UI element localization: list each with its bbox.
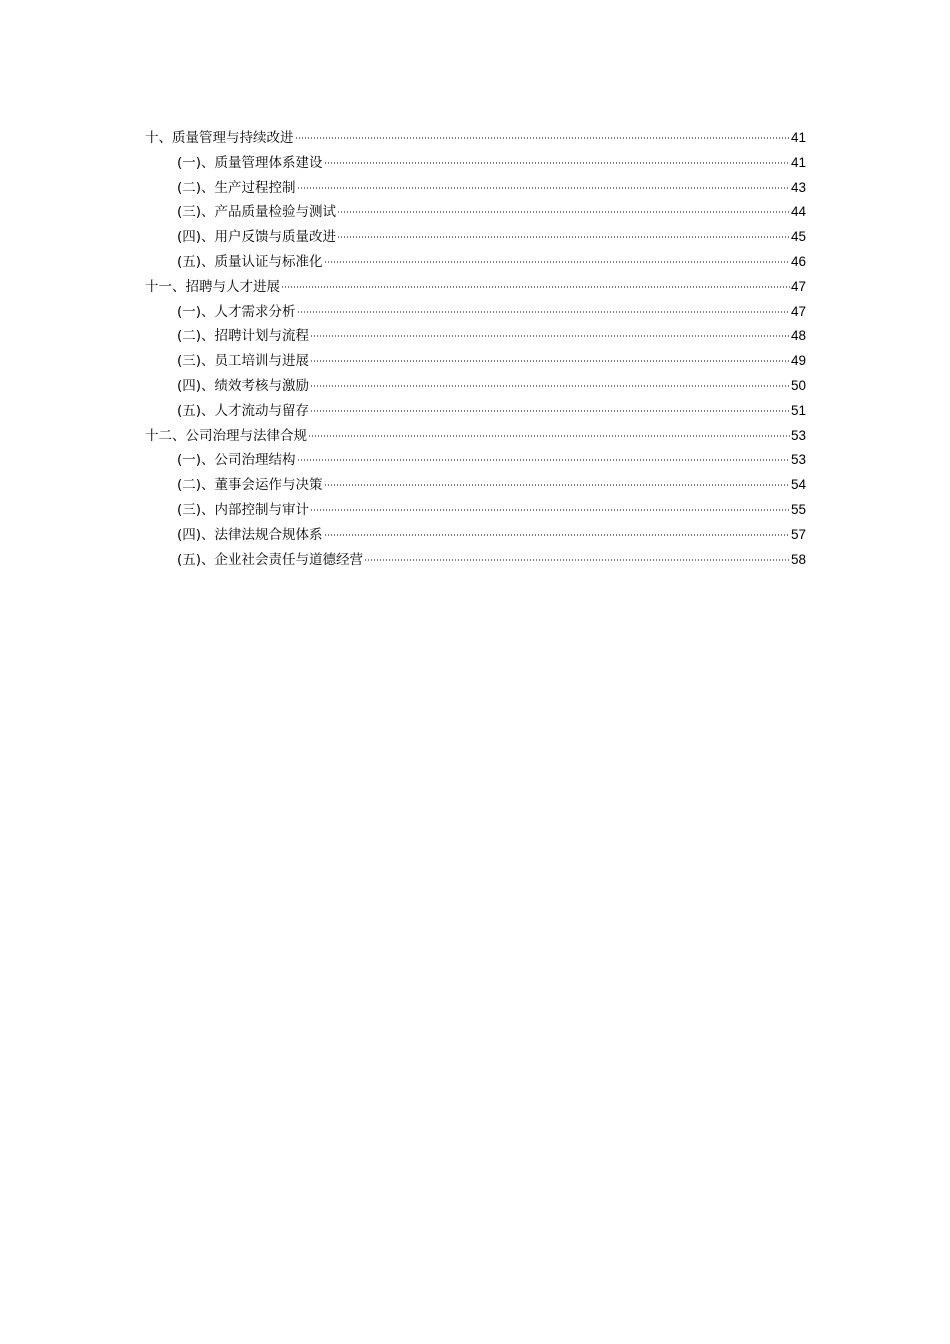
toc-entry[interactable]	[145, 200, 806, 225]
toc-leader-dots	[324, 261, 790, 263]
toc-entry-label: (一)、人才需求分析	[177, 303, 296, 320]
toc-leader-dots	[310, 385, 790, 387]
toc-entry[interactable]	[145, 225, 806, 250]
toc-entry[interactable]	[145, 176, 806, 201]
toc-entry-label: (五)、企业社会责任与道德经营	[177, 551, 364, 568]
toc-page-number: 54	[790, 477, 806, 493]
toc-entry[interactable]	[145, 126, 806, 151]
toc-entry-label: (四)、法律法规合规体系	[177, 526, 323, 543]
toc-page-number: 53	[790, 427, 806, 443]
toc-page-number: 47	[790, 278, 806, 294]
toc-page-number: 49	[790, 353, 806, 369]
toc-entry-label: (二)、生产过程控制	[177, 179, 296, 196]
toc-entry[interactable]	[145, 275, 806, 300]
toc-entry[interactable]	[145, 399, 806, 424]
toc-page-number: 50	[790, 377, 806, 393]
toc-entry[interactable]	[145, 448, 806, 473]
toc-page-number: 43	[790, 179, 806, 195]
toc-leader-dots	[281, 286, 790, 288]
toc-entry-label: (三)、内部控制与审计	[177, 501, 310, 518]
toc-entry-label: (五)、人才流动与留存	[177, 402, 310, 419]
toc-page-number: 48	[790, 328, 806, 344]
toc-entry[interactable]	[145, 523, 806, 548]
toc-entry-label: (五)、质量认证与标准化	[177, 253, 323, 270]
toc-page-number: 51	[790, 402, 806, 418]
toc-entry-label: 十二、公司治理与法律合规	[145, 427, 307, 444]
toc-leader-dots	[310, 509, 790, 511]
toc-entry[interactable]	[145, 349, 806, 374]
toc-leader-dots	[310, 335, 790, 337]
toc-entry[interactable]	[145, 300, 806, 325]
table-of-contents	[145, 126, 806, 572]
toc-page-number: 57	[790, 526, 806, 542]
toc-leader-dots	[297, 187, 790, 189]
toc-entry-label: (三)、产品质量检验与测试	[177, 204, 337, 221]
toc-leader-dots	[337, 236, 790, 238]
toc-leader-dots	[297, 311, 790, 313]
toc-page-number: 41	[790, 154, 806, 170]
toc-entry-label: (四)、绩效考核与激励	[177, 377, 310, 394]
toc-entry[interactable]	[145, 250, 806, 275]
toc-page-number: 45	[790, 229, 806, 245]
toc-entry[interactable]	[145, 473, 806, 498]
toc-leader-dots	[297, 459, 790, 461]
toc-entry-label: (四)、用户反馈与质量改进	[177, 229, 337, 246]
toc-page-number: 46	[790, 253, 806, 269]
toc-leader-dots	[310, 360, 790, 362]
toc-page-number: 55	[790, 501, 806, 517]
toc-leader-dots	[310, 410, 790, 412]
toc-page-number: 44	[790, 204, 806, 220]
toc-page-number: 58	[790, 551, 806, 567]
toc-page-number: 41	[790, 130, 806, 145]
toc-entry[interactable]	[145, 374, 806, 399]
toc-page-number: 47	[790, 303, 806, 319]
toc-leader-dots	[295, 137, 790, 139]
toc-leader-dots	[337, 211, 790, 213]
toc-leader-dots	[324, 484, 790, 486]
toc-entry-label: (二)、招聘计划与流程	[177, 328, 310, 345]
toc-leader-dots	[308, 435, 790, 437]
toc-entry-label: 十、质量管理与持续改进	[145, 130, 294, 146]
toc-entry[interactable]	[145, 548, 806, 573]
toc-entry[interactable]	[145, 424, 806, 449]
toc-entry-label: 十一、招聘与人才进展	[145, 278, 280, 295]
toc-entry[interactable]	[145, 498, 806, 523]
toc-entry[interactable]	[145, 324, 806, 349]
toc-page-number: 53	[790, 452, 806, 468]
toc-entry[interactable]	[145, 151, 806, 176]
toc-entry-label: (一)、质量管理体系建设	[177, 154, 323, 171]
toc-leader-dots	[324, 162, 790, 164]
toc-entry-label: (一)、公司治理结构	[177, 452, 296, 469]
toc-leader-dots	[364, 559, 790, 561]
toc-leader-dots	[324, 534, 790, 536]
toc-entry-label: (二)、董事会运作与决策	[177, 477, 323, 494]
toc-entry-label: (三)、员工培训与进展	[177, 353, 310, 370]
